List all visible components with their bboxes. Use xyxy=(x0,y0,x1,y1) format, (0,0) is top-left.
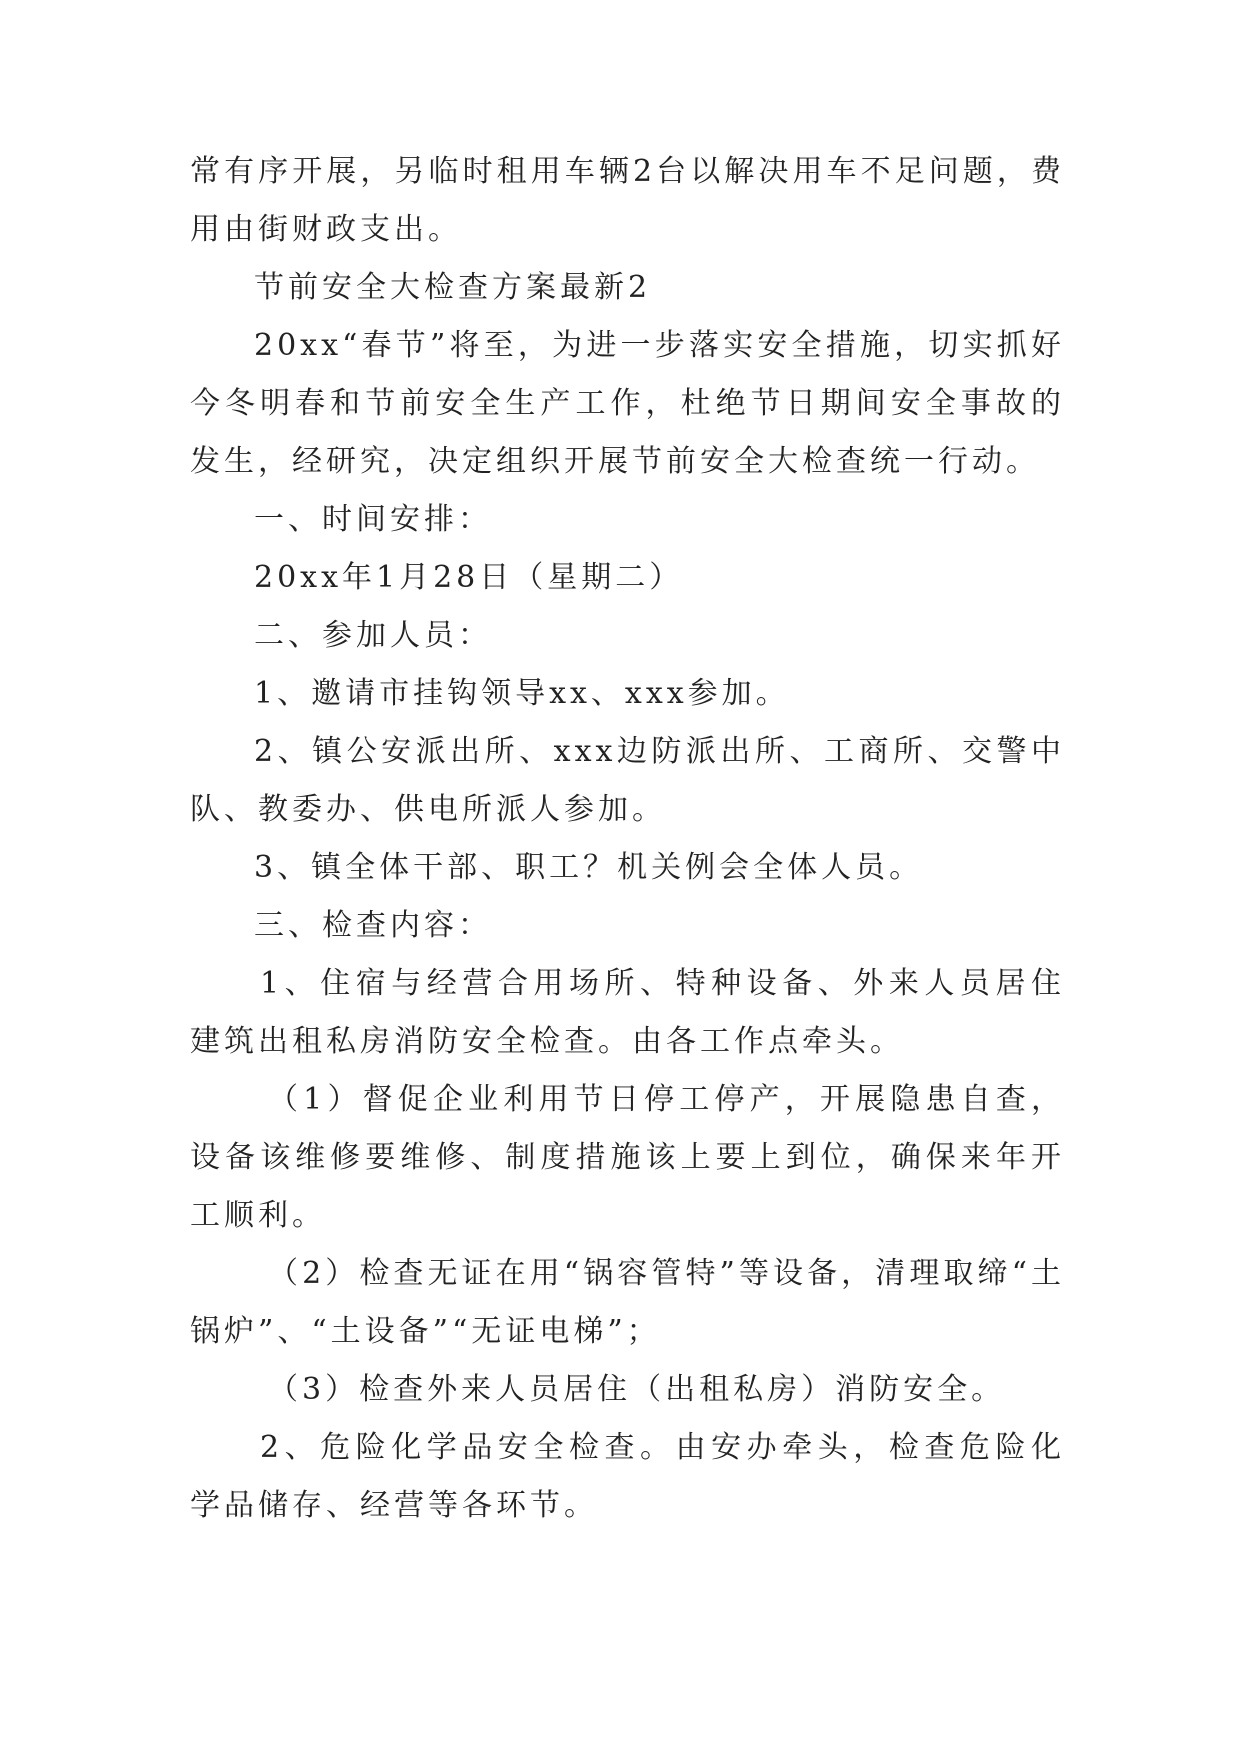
intro-paragraph: 20xx“春节”将至，为进一步落实安全措施，切实抓好今冬明春和节前安全生产工作，杜绝节日期间安全事故的发生，经研究，决定组织开展节前安全大检查统一行动。 xyxy=(190,328,1065,479)
sub-item-3: （3）检查外来人员居住（出租私房）消防安全。 xyxy=(268,1372,1006,1407)
sub-item-1: （1）督促企业利用节日停工停产，开展隐患自查，设备该维修要维修、制度措施该上要上到位，确保来年开工顺利。 xyxy=(190,1082,1065,1233)
paragraph-date: 20xx年1月28日（星期二） xyxy=(254,560,684,595)
heading-participants: 二、参加人员： xyxy=(254,618,492,653)
list-item-inspection-1: 1、住宿与经营合用场所、特种设备、外来人员居住建筑出租私房消防安全检查。由各工作点牵头。 xyxy=(190,966,1065,1059)
heading-inspection-content: 三、检查内容： xyxy=(254,908,492,943)
list-item-participant-1: 1、邀请市挂钩领导xx、xxx参加。 xyxy=(254,676,790,711)
list-item-participant-3: 3、镇全体干部、职工？机关例会全体人员。 xyxy=(254,850,924,885)
sub-item-2: （2）检查无证在用“锅容管特”等设备，清理取缔“土锅炉”、“土设备”“无证电梯”； xyxy=(190,1256,1065,1349)
list-item-inspection-2: 2、危险化学品安全检查。由安办牵头，检查危险化学品储存、经营等各环节。 xyxy=(190,1430,1065,1523)
heading-time-arrangement: 一、时间安排： xyxy=(254,502,492,537)
section-heading: 节前安全大检查方案最新2 xyxy=(254,270,652,305)
list-item-participant-2: 2、镇公安派出所、xxx边防派出所、工商所、交警中队、教委办、供电所派人参加。 xyxy=(190,734,1065,827)
paragraph-continuation: 常有序开展，另临时租用车辆2台以解决用车不足问题，费用由街财政支出。 xyxy=(190,154,1065,247)
document-page xyxy=(190,143,1065,1535)
